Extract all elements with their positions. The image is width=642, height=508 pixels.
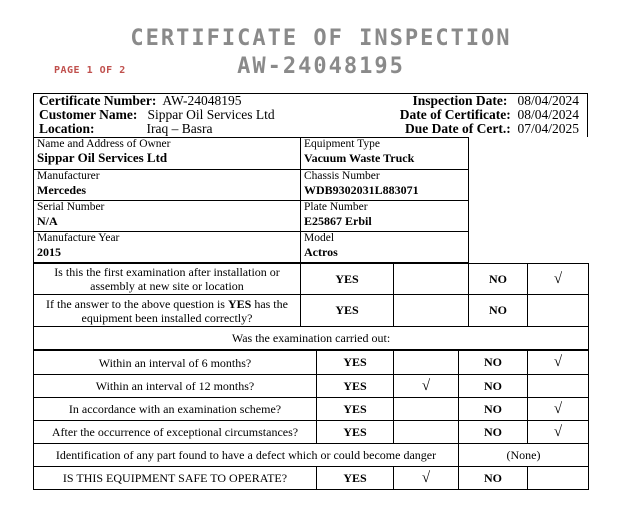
table-row (34, 295, 589, 327)
interval-12-yes: YES (317, 375, 394, 398)
equipment-type-cell (301, 138, 469, 170)
manufacturer-value: Mercedes (37, 183, 87, 197)
date-of-certificate: 08/04/2024 (517, 107, 579, 122)
location: Iraq – Basra (146, 121, 213, 136)
scheme-no-check: √ (528, 398, 589, 421)
installed-no: NO (469, 295, 528, 327)
scheme-no: NO (459, 398, 528, 421)
exceptional-no: NO (459, 421, 528, 444)
interval-12-no: NO (459, 375, 528, 398)
year-cell (34, 232, 301, 263)
blank-cell (469, 138, 589, 263)
safe-yes-check: √ (394, 467, 459, 490)
certificate-header (33, 93, 588, 137)
exceptional-yes-check (394, 421, 459, 444)
customer-name: Sippar Oil Services Ltd (147, 107, 275, 122)
first-exam-no: NO (469, 264, 528, 295)
scheme-yes-check (394, 398, 459, 421)
interval-6-yes-check (394, 351, 459, 375)
defect-value: (None) (459, 444, 589, 467)
installed-q-post: has the equipment been installed correctly? (81, 296, 288, 325)
owner-value: Sippar Oil Services Ltd (37, 150, 168, 165)
first-exam-yes-check (394, 264, 469, 295)
carried-out-heading: Was the examination carried out: (34, 327, 589, 350)
model-cell (301, 232, 469, 263)
interval-6-question: Within an interval of 6 months? (34, 351, 317, 375)
owner-cell (34, 138, 301, 170)
certificate-id-heading: AW-24048195 (237, 54, 405, 79)
inspection-date: 08/04/2024 (517, 93, 579, 108)
table-row (34, 398, 589, 421)
interval-12-no-check (528, 375, 589, 398)
serial-cell (34, 201, 301, 232)
inspection-date-label: Inspection Date: (412, 93, 508, 108)
plate-label: Plate Number (304, 201, 368, 213)
certificate-number: AW-24048195 (162, 93, 242, 108)
certificate-sheet (33, 93, 588, 490)
owner-label: Name and Address of Owner (37, 138, 171, 150)
interval-table (33, 350, 589, 490)
scheme-question: In accordance with an examination scheme? (34, 398, 317, 421)
chassis-label: Chassis Number (304, 170, 380, 182)
first-exam-question: Is this the first examination after installation or assembly at new site or location (34, 264, 301, 295)
equipment-details-table (33, 137, 589, 263)
interval-6-yes: YES (317, 351, 394, 375)
model-value: Actros (304, 245, 338, 259)
safe-question: IS THIS EQUIPMENT SAFE TO OPERATE? (34, 467, 317, 490)
installed-q-bold: YES (227, 296, 252, 311)
safe-no-check (528, 467, 589, 490)
plate-value: E25867 Erbil (304, 214, 372, 228)
interval-6-no: NO (459, 351, 528, 375)
date-of-certificate-label: Date of Certificate: (399, 107, 511, 122)
installed-yes-check (394, 295, 469, 327)
table-row (34, 467, 589, 490)
table-row (34, 264, 589, 295)
safe-yes: YES (317, 467, 394, 490)
manufacturer-cell (34, 170, 301, 201)
customer-name-label: Customer Name: (39, 107, 138, 122)
serial-label: Serial Number (37, 201, 105, 213)
first-exam-yes: YES (301, 264, 394, 295)
table-row (34, 421, 589, 444)
page-indicator: PAGE 1 OF 2 (54, 65, 126, 76)
plate-cell (301, 201, 469, 232)
table-row (34, 375, 589, 398)
chassis-cell (301, 170, 469, 201)
model-label: Model (304, 232, 335, 244)
scheme-yes: YES (317, 398, 394, 421)
interval-12-yes-check: √ (394, 375, 459, 398)
certificate-number-label: Certificate Number: (39, 93, 157, 108)
table-row (34, 351, 589, 375)
due-date-label: Due Date of Cert.: (405, 121, 511, 136)
location-label: Location: (39, 121, 95, 136)
interval-6-no-check: √ (528, 351, 589, 375)
manufacturer-label: Manufacturer (37, 170, 100, 182)
chassis-value: WDB9302031L883071 (304, 183, 419, 197)
due-date: 07/04/2025 (517, 121, 579, 136)
installed-no-check (528, 295, 589, 327)
installed-q-pre: If the answer to the above question is (46, 296, 228, 311)
table-row (34, 444, 589, 467)
interval-12-question: Within an interval of 12 months? (34, 375, 317, 398)
table-row (34, 327, 589, 350)
exceptional-yes: YES (317, 421, 394, 444)
safe-no: NO (459, 467, 528, 490)
certificate-title: CERTIFICATE OF INSPECTION (130, 26, 512, 51)
first-exam-no-check: √ (528, 264, 589, 295)
installed-correctly-question (34, 295, 301, 327)
year-label: Manufacture Year (37, 232, 120, 244)
installed-yes: YES (301, 295, 394, 327)
exceptional-question: After the occurrence of exceptional circumstances? (34, 421, 317, 444)
serial-value: N/A (37, 214, 58, 228)
year-value: 2015 (37, 245, 61, 259)
examination-table (33, 263, 589, 350)
equipment-type-value: Vacuum Waste Truck (304, 151, 415, 165)
exceptional-no-check: √ (528, 421, 589, 444)
equipment-type-label: Equipment Type (304, 138, 380, 150)
defect-question: Identification of any part found to have a defect which or could become danger (34, 444, 459, 467)
